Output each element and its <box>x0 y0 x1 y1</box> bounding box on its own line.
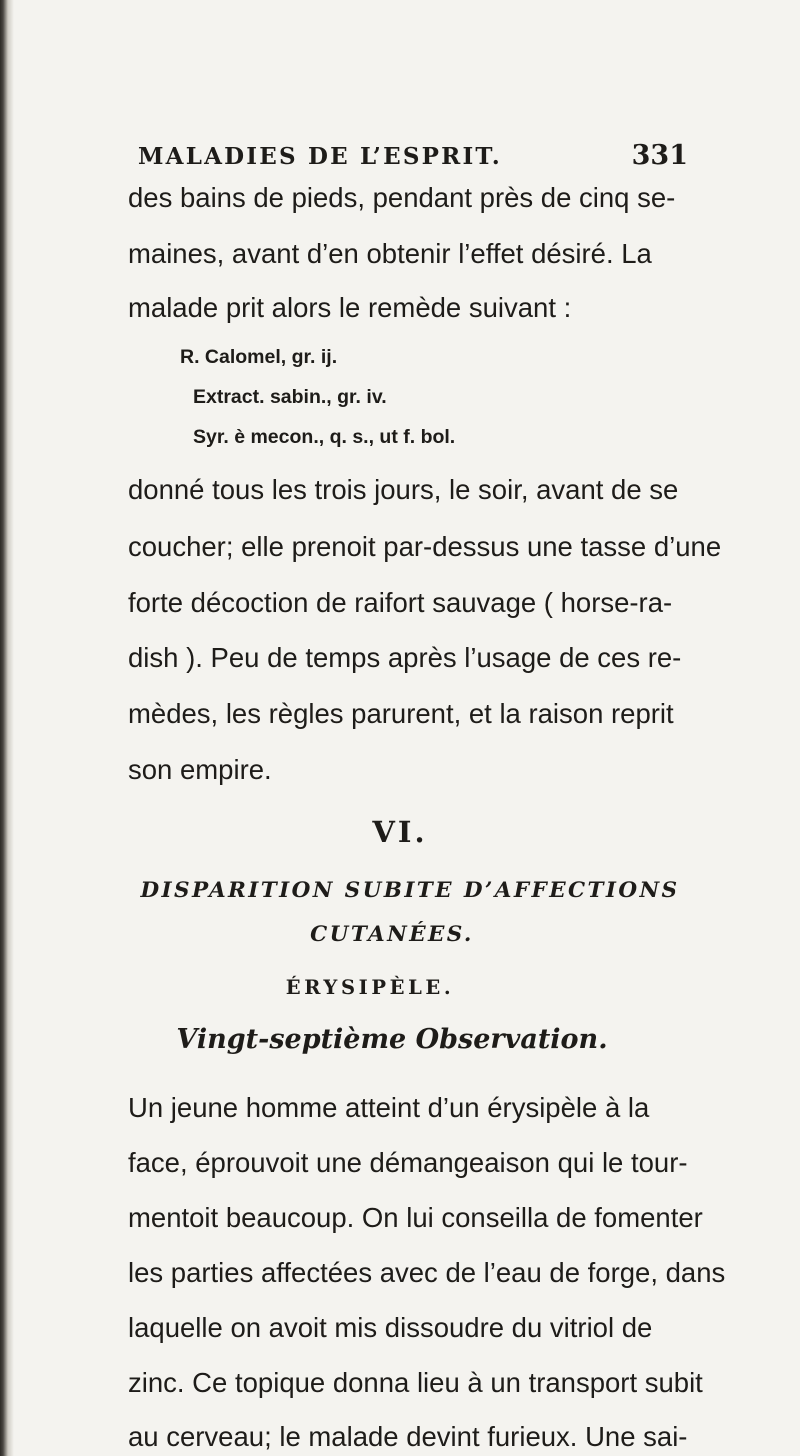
text-line: face, éprouvoit une démangeaison qui le tour- <box>128 1147 688 1178</box>
text-line: coucher; elle prenoit par-dessus une tasse d’une <box>128 531 722 562</box>
text-line: mentoit beaucoup. On lui conseilla de fomenter <box>128 1202 703 1233</box>
text-line: mèdes, les règles parurent, et la raison reprit <box>128 698 674 729</box>
text-line: donné tous les trois jours, le soir, avant de se <box>128 474 679 505</box>
text-line: malade prit alors le remède suivant : <box>128 292 572 323</box>
prescription-line: Extract. sabin., gr. iv. <box>193 386 387 408</box>
text-line: les parties affectées avec de l’eau de forge, dans <box>128 1257 726 1288</box>
prescription-line: Syr. è mecon., q. s., ut f. bol. <box>193 426 456 448</box>
prescription-line: R. Calomel, gr. ij. <box>180 346 338 368</box>
text-line: son empire. <box>128 754 272 785</box>
text-line: dish ). Peu de temps après l’usage de ces re- <box>128 642 682 673</box>
text-line: maines, avant d’en obtenir l’effet désiré. La <box>128 238 652 269</box>
binding-gutter <box>0 0 14 1456</box>
section-title-line-2: CUTANÉES. <box>310 922 474 947</box>
section-number: VI. <box>372 815 428 849</box>
text-line: Un jeune homme atteint d’un érysipèle à la <box>128 1092 650 1123</box>
section-title-line-1: DISPARITION SUBITE D’AFFECTIONS <box>140 878 680 903</box>
section-subheading: ÉRYSIPÈLE. <box>285 976 455 999</box>
running-head <box>138 140 688 183</box>
text-line: au cerveau; le malade devint furieux. Une sai- <box>128 1421 688 1452</box>
observation-title: Vingt-septième Observation. <box>176 1024 608 1055</box>
running-title: MALADIES DE L’ESPRIT. <box>138 143 502 170</box>
page-number: 331 <box>631 140 688 171</box>
text-line: laquelle on avoit mis dissoudre du vitriol de <box>128 1312 653 1343</box>
text-line: des bains de pieds, pendant près de cinq se- <box>128 182 676 213</box>
text-line: zinc. Ce topique donna lieu à un transport subit <box>128 1367 703 1398</box>
text-line: forte décoction de raifort sauvage ( horse-ra- <box>128 587 673 618</box>
